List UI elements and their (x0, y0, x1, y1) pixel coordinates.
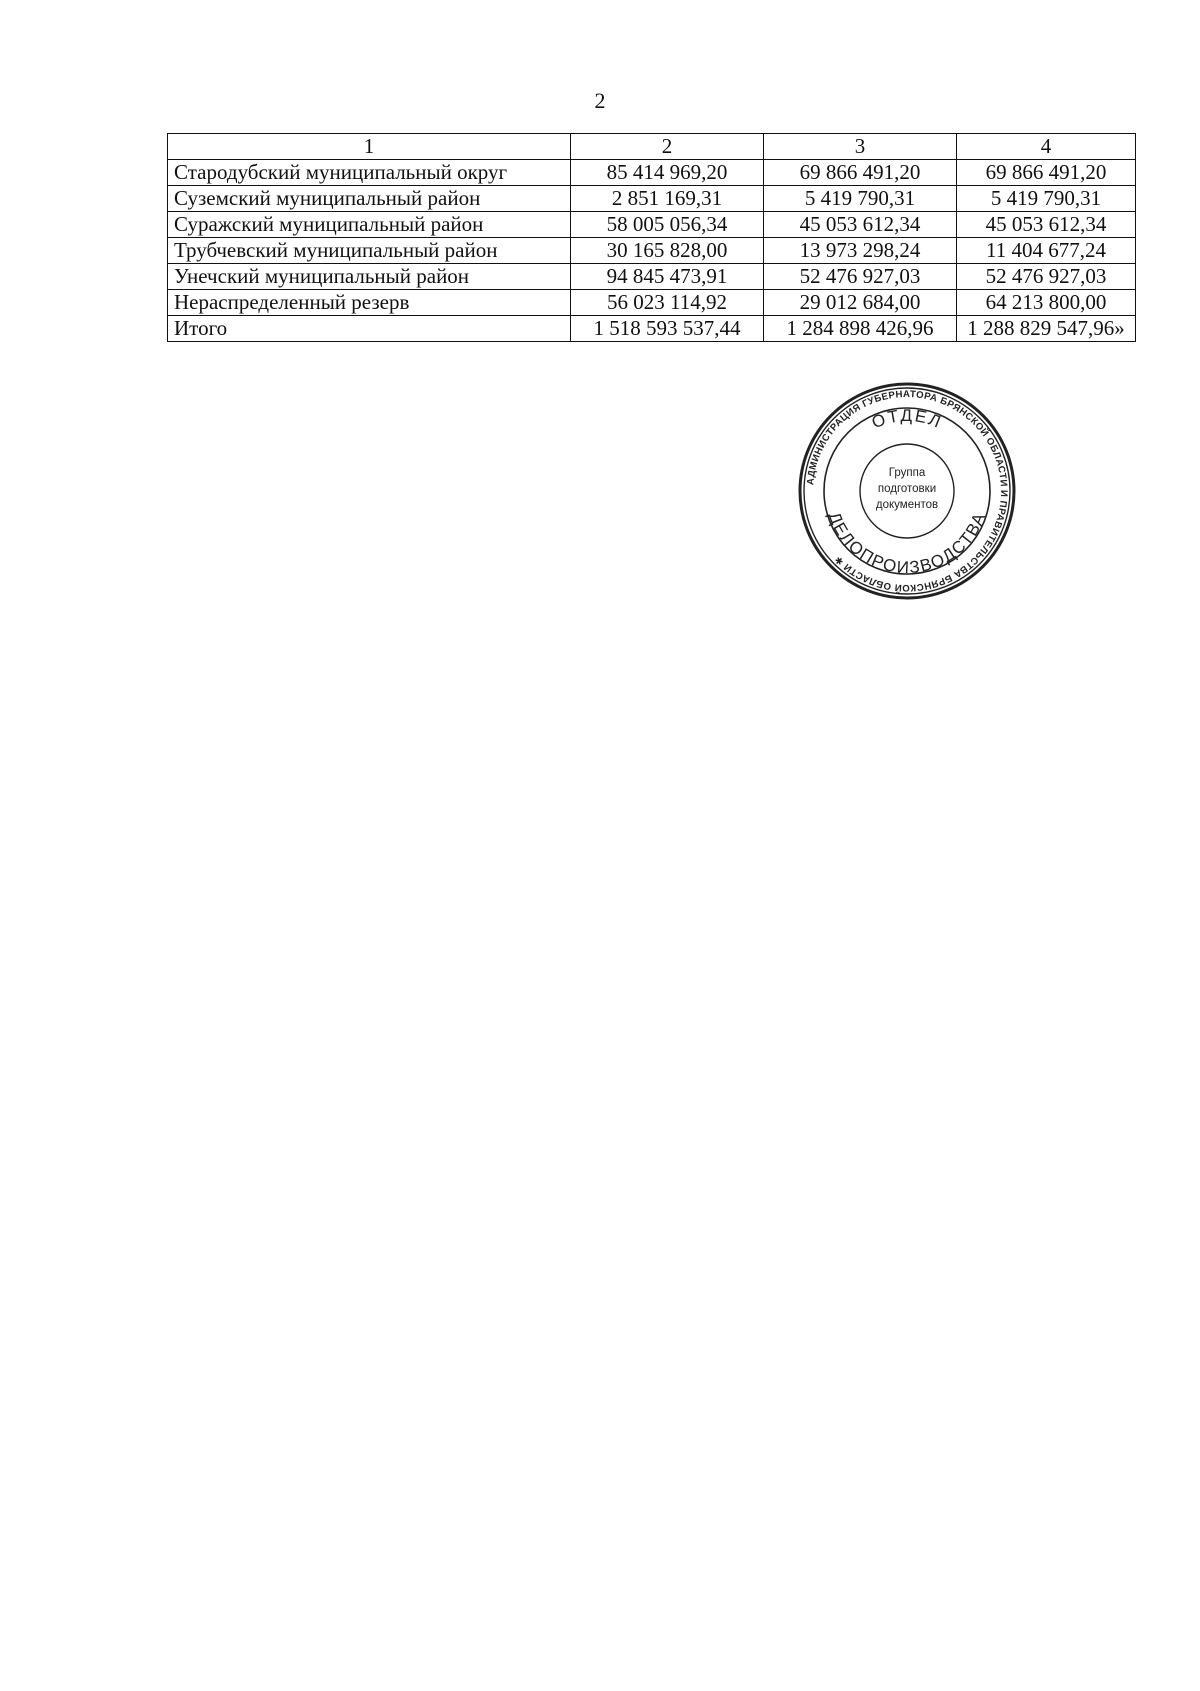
amount-cell: 69 866 491,20 (764, 160, 957, 186)
amount-cell: 85 414 969,20 (571, 160, 764, 186)
stamp-center-line: подготовки (877, 483, 937, 495)
municipality-name: Суземский муниципальный район (168, 186, 571, 212)
budget-table (167, 133, 1136, 342)
total-row (168, 316, 1136, 342)
total-amount: 1 288 829 547,96» (957, 316, 1136, 342)
amount-cell: 45 053 612,34 (764, 212, 957, 238)
stamp-center-line: документов (875, 499, 939, 511)
table-row (168, 160, 1136, 186)
column-header: 1 (168, 134, 571, 160)
amount-cell: 5 419 790,31 (764, 186, 957, 212)
table-row (168, 264, 1136, 290)
total-label: Итого (168, 316, 571, 342)
stamp-inner-top-text: ОТДЕЛ (869, 405, 946, 433)
page-number: 2 (594, 88, 606, 113)
municipality-name: Трубчевский муниципальный район (168, 238, 571, 264)
table-row (168, 238, 1136, 264)
amount-cell: 56 023 114,92 (571, 290, 764, 316)
header-row (168, 134, 1136, 160)
stamp-outer-text: АДМИНИСТРАЦИЯ ГУБЕРНАТОРА БРЯНСКОЙ ОБЛАСТИ И ПРАВИТЕЛЬСТВА БРЯНСКОЙ ОБЛАСТИ ✱ (805, 388, 1010, 594)
svg-text:ОТДЕЛ (869, 406, 945, 432)
stamp-center-line: Группа (888, 467, 926, 479)
column-header: 3 (764, 134, 957, 160)
amount-cell: 30 165 828,00 (571, 238, 764, 264)
amount-cell: 45 053 612,34 (957, 212, 1136, 238)
amount-cell: 94 845 473,91 (571, 264, 764, 290)
column-header: 4 (957, 134, 1136, 160)
municipality-name: Унечский муниципальный район (168, 264, 571, 290)
amount-cell: 13 973 298,24 (764, 238, 957, 264)
amount-cell: 52 476 927,03 (764, 264, 957, 290)
table-row (168, 290, 1136, 316)
amount-cell: 11 404 677,24 (957, 238, 1136, 264)
amount-cell: 5 419 790,31 (957, 186, 1136, 212)
municipality-name: Нераспределенный резерв (168, 290, 571, 316)
table-row (168, 212, 1136, 238)
municipality-name: Суражский муниципальный район (168, 212, 571, 238)
amount-cell: 52 476 927,03 (957, 264, 1136, 290)
total-amount: 1 518 593 537,44 (571, 316, 764, 342)
amount-cell: 2 851 169,31 (571, 186, 764, 212)
municipality-name: Стародубский муниципальный округ (168, 160, 571, 186)
amount-cell: 29 012 684,00 (764, 290, 957, 316)
stamp-inner-bottom-text: ДЕЛОПРОИЗВОДСТВА (824, 509, 990, 578)
table-row (168, 186, 1136, 212)
total-amount: 1 284 898 426,96 (764, 316, 957, 342)
column-header: 2 (571, 134, 764, 160)
amount-cell: 58 005 056,34 (571, 212, 764, 238)
amount-cell: 69 866 491,20 (957, 160, 1136, 186)
stamp-center-text (797, 465, 1017, 513)
official-stamp (797, 381, 1017, 601)
amount-cell: 64 213 800,00 (957, 290, 1136, 316)
